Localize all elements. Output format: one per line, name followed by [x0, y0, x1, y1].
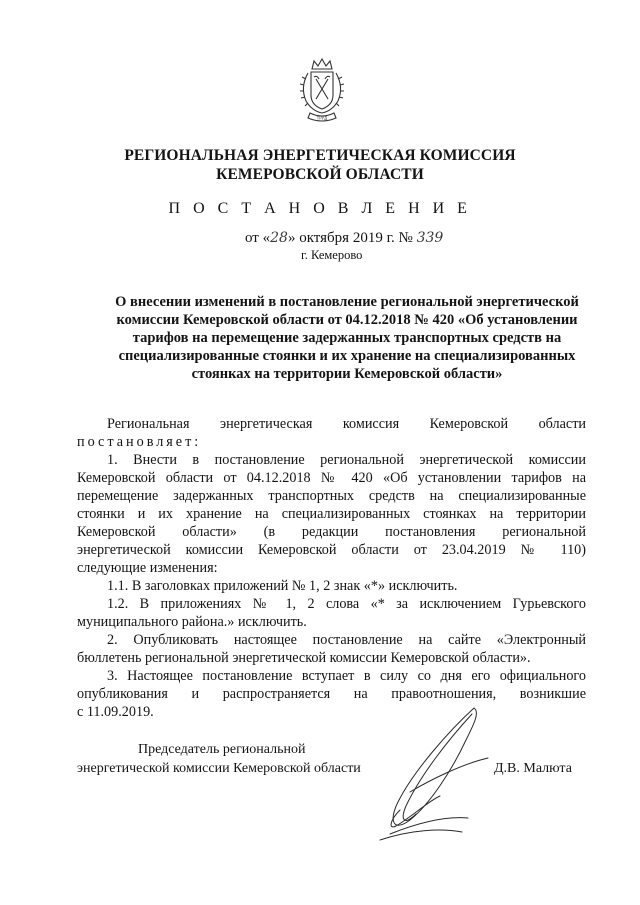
- title-line: стоянках на территории Кемеровской области»: [191, 366, 503, 382]
- item3-line: 3. Настоящее постановление вступает в силу со дня его официального: [107, 668, 586, 684]
- signer-position-line2: энергетической комиссии Кемеровской области: [77, 761, 361, 776]
- signer-name: Д.В. Малюта: [494, 761, 572, 776]
- intro-decree-word: постановляет:: [77, 434, 202, 450]
- item2-line: 2. Опубликовать настоящее постановление на сайте «Электронный: [107, 632, 586, 648]
- date-number-line: [245, 230, 443, 247]
- item1-line: 1. Внести в постановление региональной энергетической комиссии: [107, 452, 586, 468]
- date-day-handwritten: 28: [270, 230, 288, 246]
- item1-line: Кемеровской области от 04.12.2018 № 420 «Об установлении тарифов на: [77, 470, 586, 486]
- title-line: О внесении изменений в постановление региональной энергетической: [115, 294, 579, 310]
- title-line: специализированные стоянки и их хранение на специализированных: [118, 348, 576, 364]
- item1-line: следующие изменения:: [77, 560, 218, 576]
- document-type: П О С Т А Н О В Л Е Н И Е: [168, 200, 472, 217]
- item1-line: перемещение задержанных транспортных средств на специализированные: [77, 488, 586, 504]
- city: г. Кемерово: [301, 248, 363, 262]
- organization-title-line2: КЕМЕРОВСКОЙ ОБЛАСТИ: [216, 166, 424, 183]
- date-prefix: от «: [245, 230, 271, 246]
- date-middle: » октября 2019 г. №: [287, 230, 413, 246]
- item2-line: бюллетень региональной энергетической комиссии Кемеровской области».: [77, 650, 531, 666]
- item1-line: стоянки и их хранение на специализированных стоянках на территории: [77, 506, 586, 522]
- organization-title-line1: РЕГИОНАЛЬНАЯ ЭНЕРГЕТИЧЕСКАЯ КОМИССИЯ: [124, 147, 516, 164]
- title-line: комиссии Кемеровской области от 04.12.2018 № 420 «Об установлении: [116, 312, 578, 328]
- item1-line: Кемеровской области» (в редакции постановления региональной: [77, 524, 586, 540]
- signer-position-line1: Председатель региональной: [138, 742, 306, 757]
- document-body: [77, 415, 586, 721]
- svg-text:ТРУД: ТРУД: [316, 115, 328, 121]
- item3-line: опубликования и распространяется на правоотношения, возникшие: [77, 686, 586, 702]
- item1-2-line: 1.2. В приложениях № 1, 2 слова «* за исключением Гурьевского: [107, 596, 586, 612]
- item1-line: энергетической комиссии Кемеровской области от 23.04.2019 № 110): [77, 542, 586, 558]
- coat-of-arms-emblem: [292, 55, 352, 125]
- item3-line: с 11.09.2019.: [77, 704, 154, 720]
- item1-1: 1.1. В заголовках приложений № 1, 2 знак «*» исключить.: [107, 578, 458, 594]
- intro-line: Региональная энергетическая комиссия Кемеровской области: [107, 416, 586, 432]
- document-title: [102, 293, 592, 383]
- item1-2-line: муниципального района.» исключить.: [77, 614, 307, 630]
- handwritten-signature: [370, 700, 520, 850]
- title-line: тарифов на перемещение задержанных транспортных средств на: [132, 330, 562, 346]
- document-number-handwritten: 339: [416, 230, 444, 246]
